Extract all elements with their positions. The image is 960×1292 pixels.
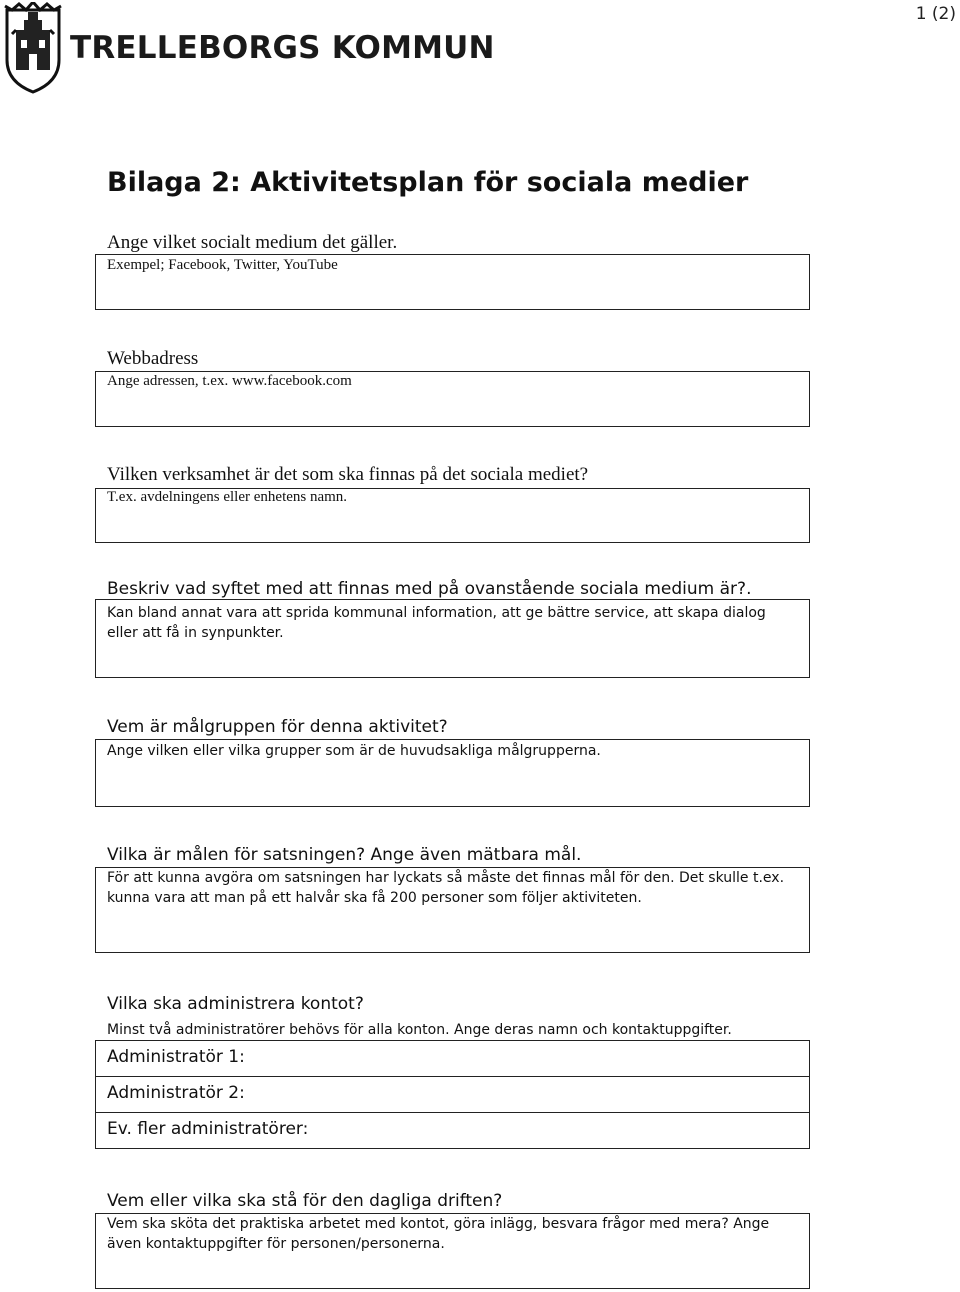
- question-target-group: Vem är målgruppen för denna aktivitet?: [107, 717, 448, 737]
- answer-field-social-medium[interactable]: [95, 254, 810, 310]
- answer-field-organization-unit[interactable]: [95, 488, 810, 543]
- question-goals: Vilka är målen för satsningen? Ange även mätbara mål.: [107, 845, 582, 865]
- question-daily-operation: Vem eller vilka ska stå för den dagliga driften?: [107, 1191, 503, 1211]
- answer-field-target-group[interactable]: [95, 739, 810, 807]
- hint-administrators: Minst två administratörer behövs för alla konton. Ange deras namn och kontaktuppgifter.: [107, 1022, 732, 1038]
- additional-administrators-field[interactable]: Ev. fler administratörer:: [95, 1112, 810, 1149]
- hint-web-address: Ange adressen, t.ex. www.facebook.com: [107, 373, 352, 389]
- document-title: Bilaga 2: Aktivitetsplan för sociala medier: [107, 167, 749, 198]
- hint-goals: För att kunna avgöra om satsningen har lyckats så måste det finnas mål för den. Det skulle t.ex. kunna vara att man på ett halvår ska få 200 personer som följer aktiviteten.: [107, 870, 785, 906]
- answer-field-goals[interactable]: [95, 867, 810, 953]
- question-organization-unit: Vilken verksamhet är det som ska finnas på det sociala mediet?: [107, 464, 589, 485]
- hint-organization-unit: T.ex. avdelningens eller enhetens namn.: [107, 489, 348, 505]
- answer-field-daily-operation[interactable]: [95, 1213, 810, 1289]
- hint-purpose: Kan bland annat vara att sprida kommunal information, att ge bättre service, att skapa dialog eller att få in synpunkter.: [107, 605, 766, 641]
- administrator-2-field[interactable]: Administratör 2:: [95, 1076, 810, 1113]
- hint-daily-operation: Vem ska sköta det praktiska arbetet med kontot, göra inlägg, besvara frågor med mera? Ange även kontaktuppgifter för personen/personerna.: [107, 1216, 770, 1252]
- answer-field-purpose[interactable]: [95, 599, 810, 678]
- municipality-name: TRELLEBORGS KOMMUN: [70, 30, 495, 66]
- page-number: 1 (2): [915, 4, 956, 24]
- answer-field-web-address[interactable]: [95, 371, 810, 427]
- municipality-crest-logo: [2, 2, 64, 94]
- administrator-1-field[interactable]: Administratör 1:: [95, 1040, 810, 1077]
- question-web-address: Webbadress: [107, 348, 199, 369]
- question-social-medium: Ange vilket socialt medium det gäller.: [107, 232, 398, 253]
- question-administrators: Vilka ska administrera kontot?: [107, 994, 364, 1014]
- question-purpose: Beskriv vad syftet med att finnas med på ovanstående sociala medium är?.: [107, 579, 752, 599]
- hint-social-medium: Exempel; Facebook, Twitter, YouTube: [107, 257, 338, 273]
- hint-target-group: Ange vilken eller vilka grupper som är de huvudsakliga målgrupperna.: [107, 743, 601, 759]
